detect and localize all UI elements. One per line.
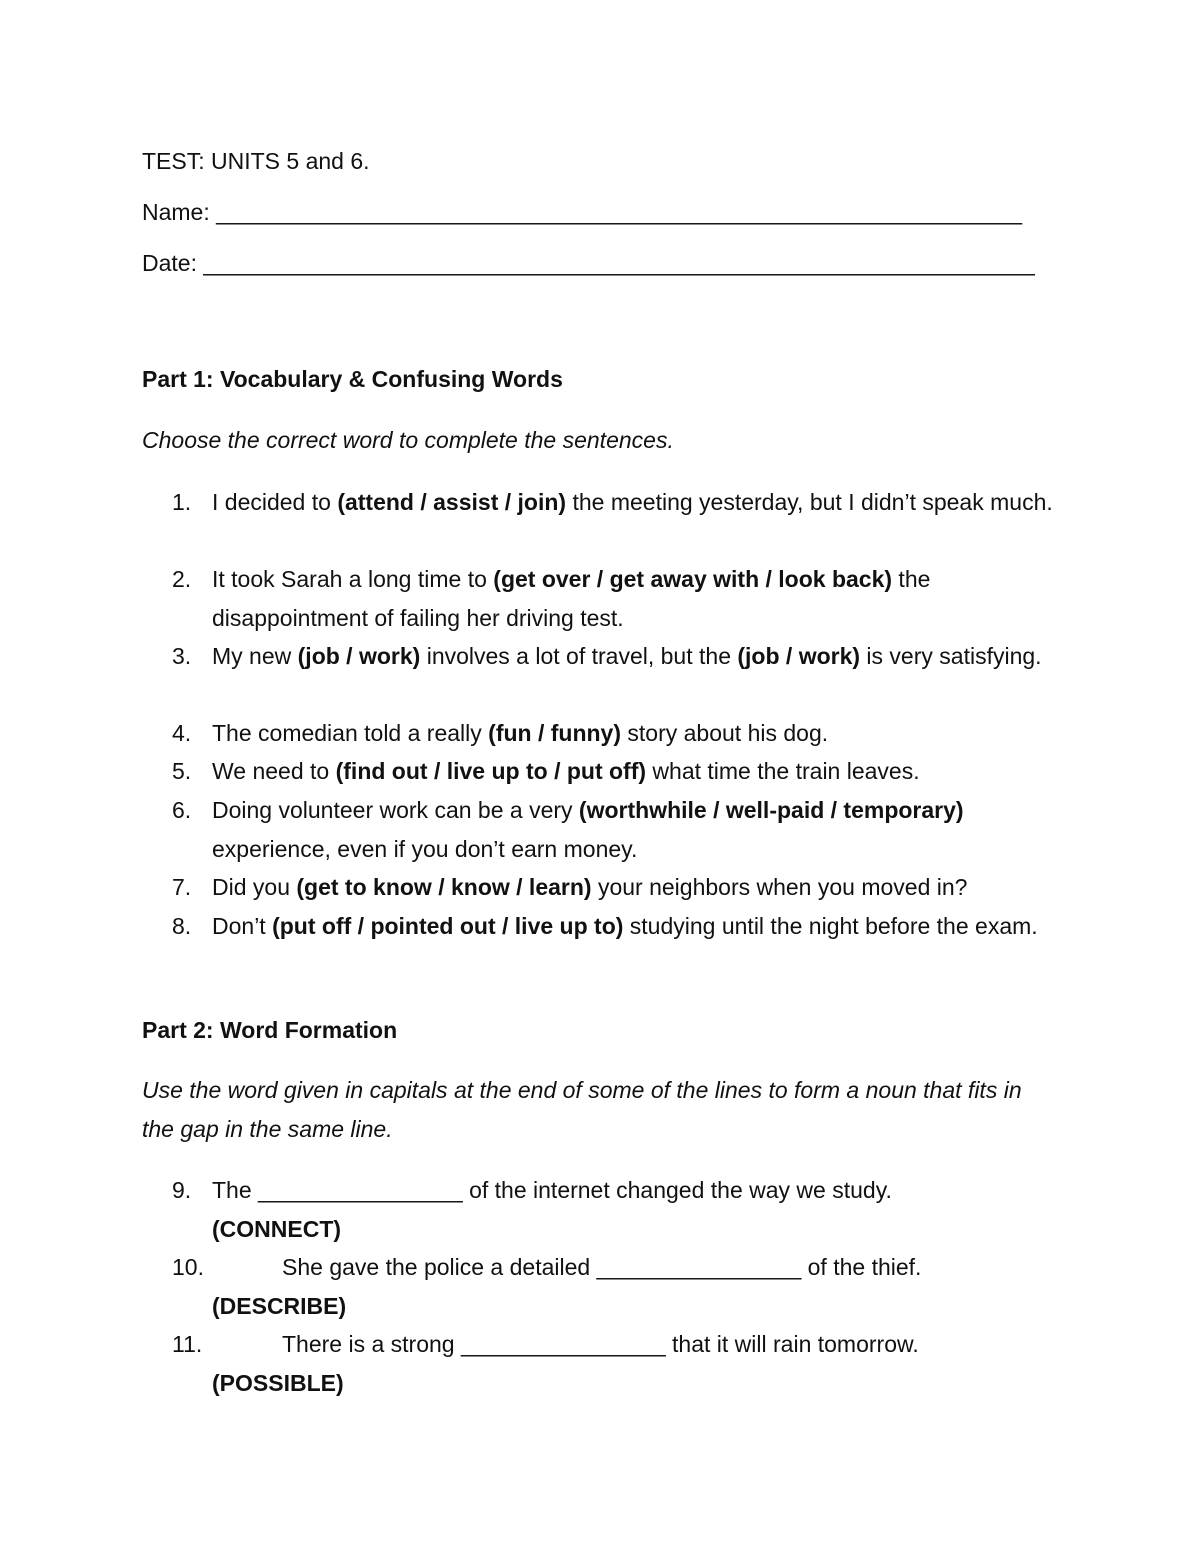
- question-pre: My new: [212, 643, 298, 669]
- question-text: [212, 1171, 1062, 1210]
- answer-options: (get over / get away with / look back): [493, 566, 893, 592]
- question-pre: The comedian told a really: [212, 720, 489, 746]
- question-post: your neighbors when you moved in?: [591, 874, 968, 900]
- question-10: [142, 1248, 1062, 1325]
- question-pre: Doing volunteer work can be a very: [212, 797, 579, 823]
- question-post: studying until the night before the exam.: [623, 913, 1038, 939]
- question-pre: I decided to: [212, 489, 338, 515]
- capitals-word: (CONNECT): [212, 1215, 342, 1242]
- question-pre: It took Sarah a long time to: [212, 566, 494, 592]
- question-number: 6.: [172, 797, 192, 823]
- name-label: Name:: [142, 199, 210, 225]
- question-number: 8.: [172, 913, 192, 939]
- question-number: 10.: [172, 1254, 204, 1280]
- question-mid: involves a lot of travel, but the: [420, 643, 738, 669]
- name-blank: _______________________________________________________________: [216, 199, 1023, 225]
- answer-blank: ________________: [596, 1254, 802, 1280]
- question-6: [142, 791, 1062, 868]
- question-text: [212, 907, 1062, 946]
- question-9: [142, 1171, 1062, 1248]
- part2-instruction-line2: the gap in the same line.: [142, 1116, 393, 1142]
- question-pre: There is a strong: [282, 1331, 461, 1357]
- name-field: [142, 193, 1022, 231]
- part2-heading: Part 2: Word Formation: [142, 1017, 398, 1043]
- answer-blank: ________________: [258, 1177, 463, 1203]
- test-title: TEST: UNITS 5 and 6.: [142, 148, 370, 174]
- part2-instruction-line1: Use the word given in capitals at the end of some of the lines to form a noun that fits in: [142, 1077, 1022, 1103]
- date-blank: _________________________________________________________________: [203, 250, 1035, 276]
- question-post: the meeting yesterday, but I didn’t speak much.: [566, 489, 1053, 515]
- question-number: 4.: [172, 720, 192, 746]
- question-number: 7.: [172, 874, 192, 900]
- question-11: [142, 1325, 1062, 1402]
- answer-blank: ________________: [460, 1331, 666, 1357]
- question-text: [212, 752, 1062, 791]
- answer-options: (find out / live up to / put off): [335, 758, 647, 784]
- question-7: [142, 868, 1062, 907]
- question-1: [142, 483, 1062, 522]
- answer-options: (attend / assist / join): [337, 489, 567, 515]
- answer-options: (worthwhile / well-paid / temporary): [578, 797, 964, 823]
- question-post: what time the train leaves.: [646, 758, 920, 784]
- question-post: experience, even if you don’t earn money.: [212, 835, 638, 862]
- question-5: [142, 752, 1062, 791]
- answer-options: (put off / pointed out / live up to): [272, 913, 624, 939]
- question-number: 5.: [172, 758, 192, 784]
- question-pre: Did you: [212, 874, 297, 900]
- question-pre: Don’t: [212, 913, 273, 939]
- question-number: 2.: [172, 566, 192, 592]
- question-text: [212, 791, 1062, 868]
- question-pre: We need to: [212, 758, 336, 784]
- question-post: that it will rain tomorrow.: [665, 1331, 919, 1357]
- question-text: [212, 560, 1062, 637]
- question-text: [212, 714, 1062, 753]
- question-pre: The: [212, 1177, 259, 1203]
- date-field: [142, 244, 1035, 282]
- part1-instruction: Choose the correct word to complete the sentences.: [142, 427, 674, 453]
- question-text: [212, 1325, 1062, 1364]
- question-3: [142, 637, 1062, 676]
- capitals-word: (POSSIBLE): [212, 1369, 344, 1396]
- question-post: is very satisfying.: [860, 643, 1042, 669]
- question-number: 11.: [172, 1331, 203, 1357]
- question-4: [142, 714, 1062, 753]
- question-text: [212, 483, 1062, 522]
- question-post: of the internet changed the way we study.: [462, 1177, 892, 1203]
- question-text: [212, 637, 1062, 676]
- question-text: [212, 868, 1062, 907]
- date-label: Date:: [142, 250, 197, 276]
- question-post: the disappointment of failing her driving test.: [212, 566, 931, 631]
- answer-options: (get to know / know / learn): [296, 874, 592, 900]
- question-8: [142, 907, 1062, 946]
- question-2: [142, 560, 1062, 637]
- question-number: 3.: [172, 643, 192, 669]
- answer-options: (job / work): [297, 643, 421, 669]
- question-pre: She gave the police a detailed: [282, 1254, 597, 1280]
- question-number: 9.: [172, 1177, 192, 1203]
- answer-options: (job / work): [737, 643, 861, 669]
- question-number: 1.: [172, 489, 192, 515]
- question-post: story about his dog.: [621, 720, 829, 746]
- question-text: [212, 1248, 1062, 1287]
- capitals-word: (DESCRIBE): [212, 1292, 347, 1319]
- question-post: of the thief.: [801, 1254, 922, 1280]
- answer-options: (fun / funny): [488, 720, 622, 746]
- part1-heading: Part 1: Vocabulary & Confusing Words: [142, 366, 563, 392]
